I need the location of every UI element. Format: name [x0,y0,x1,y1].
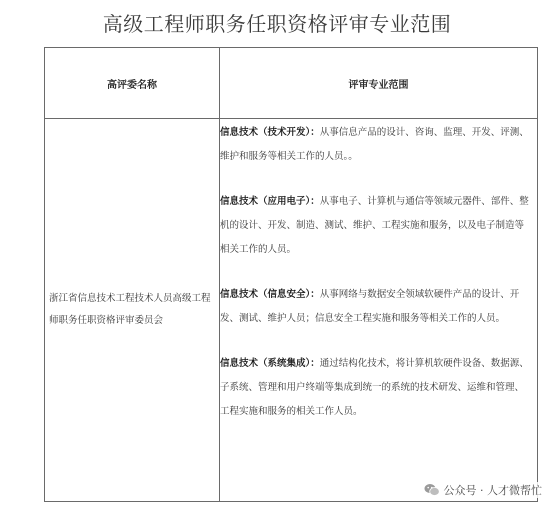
entry-label: 信息技术（技术开发）： [220,127,320,138]
entry-label: 信息技术（系统集成）： [220,358,320,369]
entry-text: 从事信息产品的设计、咨询、监理、开发、评测、维护和服务等相关工作的人员。。 [220,127,529,162]
scope-cell [220,119,538,502]
scope-entry-integration [220,352,531,424]
scope-entry-security [220,283,531,331]
header-scope: 评审专业范围 [220,48,538,119]
scope-entry-tech-dev [220,121,531,169]
scope-entry-electronics [220,190,531,262]
wechat-icon [424,483,440,497]
watermark [424,482,543,498]
committee-name: 浙江省信息技术工程技术人员高级工程师职务任职资格评审委员会 [45,119,220,502]
scope-table [44,47,538,502]
table-header-row [45,48,538,119]
entry-label: 信息技术（应用电子）： [220,196,320,207]
entry-text: 通过结构化技术，将计算机软硬件设备、数据源、子系统、管理和用户终端等集成到统一的系统的技术研发、运维和管理、工程实施和服务的相关工作人员。 [220,358,529,417]
entry-text: 从事网络与数据安全领域软硬件产品的设计、开发、测试、维护人员；信息安全工程实施和服务等相关工作的人员。 [220,289,520,324]
page-title: 高级工程师职务任职资格评审专业范围 [102,12,452,36]
watermark-text: 公众号 · 人才微帮忙 [443,484,542,497]
entry-text: 从事电子、计算机与通信等领域元器件、部件、整机的设计、开发、制造、测试、维护、工程实施和服务，以及电子制造等相关工作的人员。 [220,196,529,255]
header-committee: 高评委名称 [45,48,220,119]
table-row [45,119,538,502]
entry-label: 信息技术（信息安全）： [220,289,320,300]
